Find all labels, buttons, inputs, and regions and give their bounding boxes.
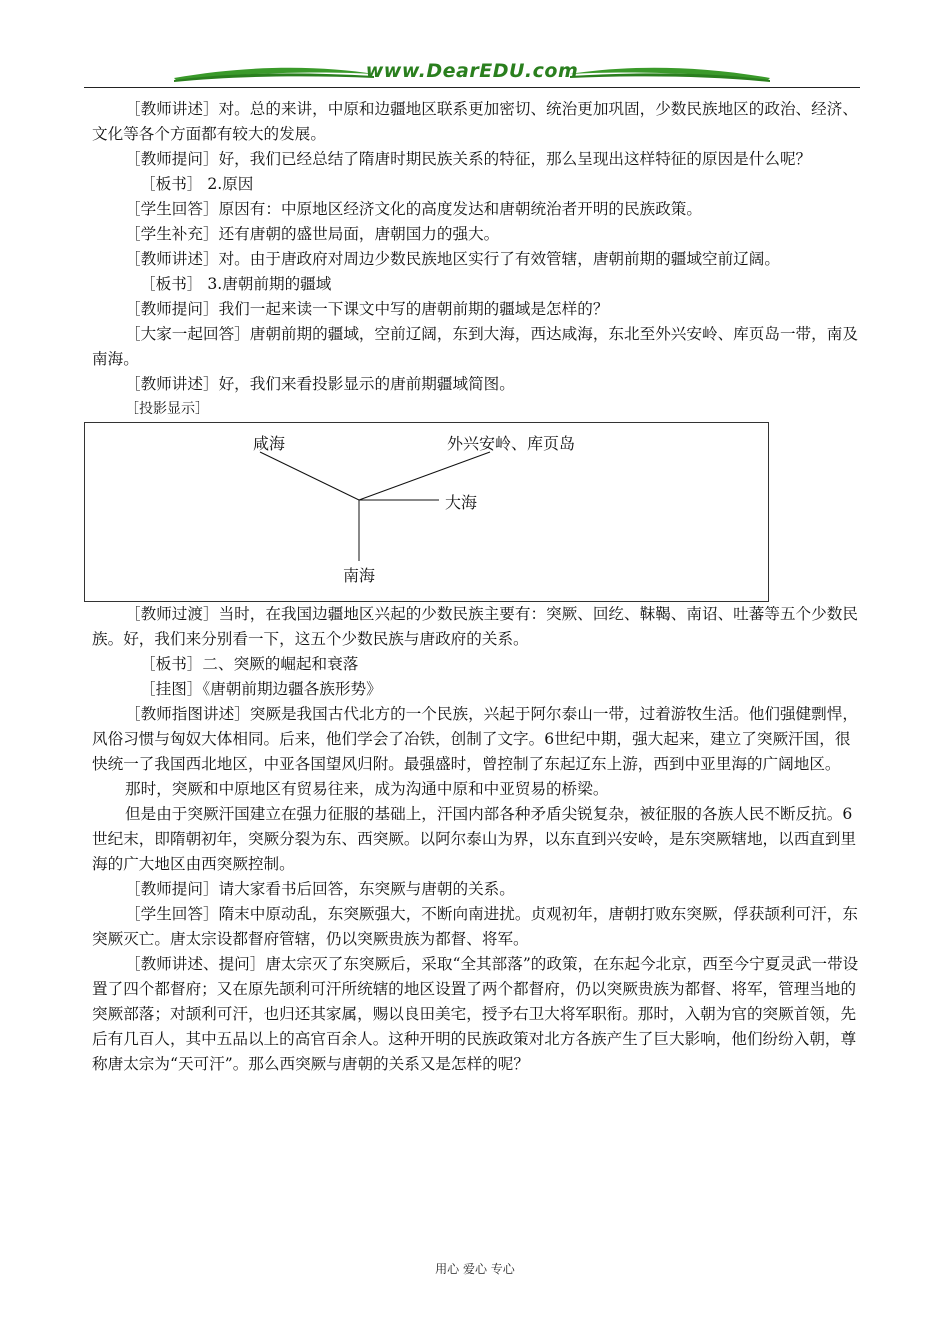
paragraph: ［大家一起回答］唐朝前期的疆域，空前辽阔，东到大海，西达咸海，东北至外兴安岭、库页岛一带，南及南海。 — [92, 325, 858, 368]
paragraph: ［教师讲述］对。总的来讲，中原和边疆地区联系更加密切、统治更加巩固，少数民族地区的政治、经济、文化等各个方面都有较大的发展。 — [92, 100, 858, 143]
paragraph: 那时，突厥和中原地区有贸易往来，成为沟通中原和中亚贸易的桥梁。 — [125, 780, 609, 798]
label-dahai: 大海 — [445, 493, 478, 512]
paragraph: ［教师讲述、提问］唐太宗灭了东突厥后，采取“全其部落”的政策，在东起今北京，西至今宁夏灵武一带设置了四个都督府；又在原先颉利可汗所统辖的地区设置了两个都督府，仍以突厥贵族为都督、将军，管理当地的突厥部落；对颉利可汗，也归还其家属，赐以良田美宅，授予右卫大将军职衔。那时，入朝为官的突厥首领，先后有几百人，其中五品以上的高官百余人。这种开明的民族政策对北方各族产生了巨大影响，他们纷纷入朝，尊称唐太宗为“天可汗”。那么西突厥与唐朝的关系又是怎样的呢？ — [92, 955, 859, 1073]
header-divider — [84, 87, 860, 88]
paragraph: ［学生补充］还有唐朝的盛世局面，唐朝国力的强大。 — [125, 225, 500, 243]
paragraph: ［教师讲述］好，我们来看投影显示的唐前期疆域简图。 — [125, 375, 515, 393]
paragraph: ［板书］ 3.唐朝前期的疆域 — [140, 275, 332, 293]
paragraph: ［教师提问］请大家看书后回答，东突厥与唐朝的关系。 — [125, 880, 515, 898]
label-waixinganling: 外兴安岭、库页岛 — [447, 434, 576, 453]
paragraph-group-a — [92, 97, 860, 397]
paragraph: ［教师指图讲述］突厥是我国古代北方的一个民族，兴起于阿尔泰山一带，过着游牧生活。他们强健剽悍，风俗习惯与匈奴大体相同。后来，他们学会了冶铁，创制了文字。6世纪中期，强大起来，建立了突厥汗国，很快统一了我国西北地区，中亚各国望风归附。最强盛时，曾控制了东起辽东上游，西到中亚里海的广阔地区。 — [92, 705, 858, 773]
document-body — [92, 97, 860, 1077]
label-nanhai: 南海 — [343, 566, 376, 585]
paragraph: ［挂图］《唐朝前期边疆各族形势》 — [140, 680, 382, 698]
site-logo-text: www.DearEDU.com — [365, 60, 579, 82]
paragraph: 但是由于突厥汗国建立在强力征服的基础上，汗国内部各种矛盾尖锐复杂，被征服的各族人民不断反抗。6世纪末，即隋朝初年，突厥分裂为东、西突厥。以阿尔泰山为界，以东直到兴安岭，是东突厥辖地，以西直到里海的广大地区由西突厥控制。 — [92, 805, 857, 873]
paragraph: ［学生回答］隋末中原动乱，东突厥强大，不断向南进扰。贞观初年，唐朝打败东突厥，俘获颉利可汗，东突厥灭亡。唐太宗设都督府管辖，仍以突厥贵族为都督、将军。 — [92, 905, 858, 948]
page-footer: 用心 爱心 专心 — [435, 1262, 515, 1276]
paragraph: ［教师提问］好，我们已经总结了隋唐时期民族关系的特征，那么呈现出这样特征的原因是什么呢？ — [125, 150, 812, 168]
label-xianhai: 咸海 — [253, 434, 286, 453]
paragraph: ［学生回答］原因有：中原地区经济文化的高度发达和唐朝统治者开明的民族政策。 — [125, 200, 702, 218]
paragraph: ［教师讲述］对。由于唐政府对周边少数民族地区实行了有效管辖，唐朝前期的疆域空前辽阔。 — [125, 250, 780, 268]
territory-lines — [85, 423, 770, 603]
paragraph: ［教师提问］我们一起来读一下课文中写的唐朝前期的疆域是怎样的？ — [125, 300, 609, 318]
territory-diagram — [84, 422, 769, 602]
paragraph: ［教师过渡］当时，在我国边疆地区兴起的少数民族主要有：突厥、回纥、靺鞨、南诏、吐蕃等五个少数民族。好，我们来分别看一下，这五个少数民族与唐政府的关系。 — [92, 605, 858, 648]
paragraph: ［板书］ 2.原因 — [140, 175, 254, 193]
paragraph-group-b — [92, 602, 860, 1077]
projection-label: ［投影显示］ — [125, 401, 209, 417]
paragraph: ［板书］二、突厥的崛起和衰落 — [140, 655, 359, 673]
